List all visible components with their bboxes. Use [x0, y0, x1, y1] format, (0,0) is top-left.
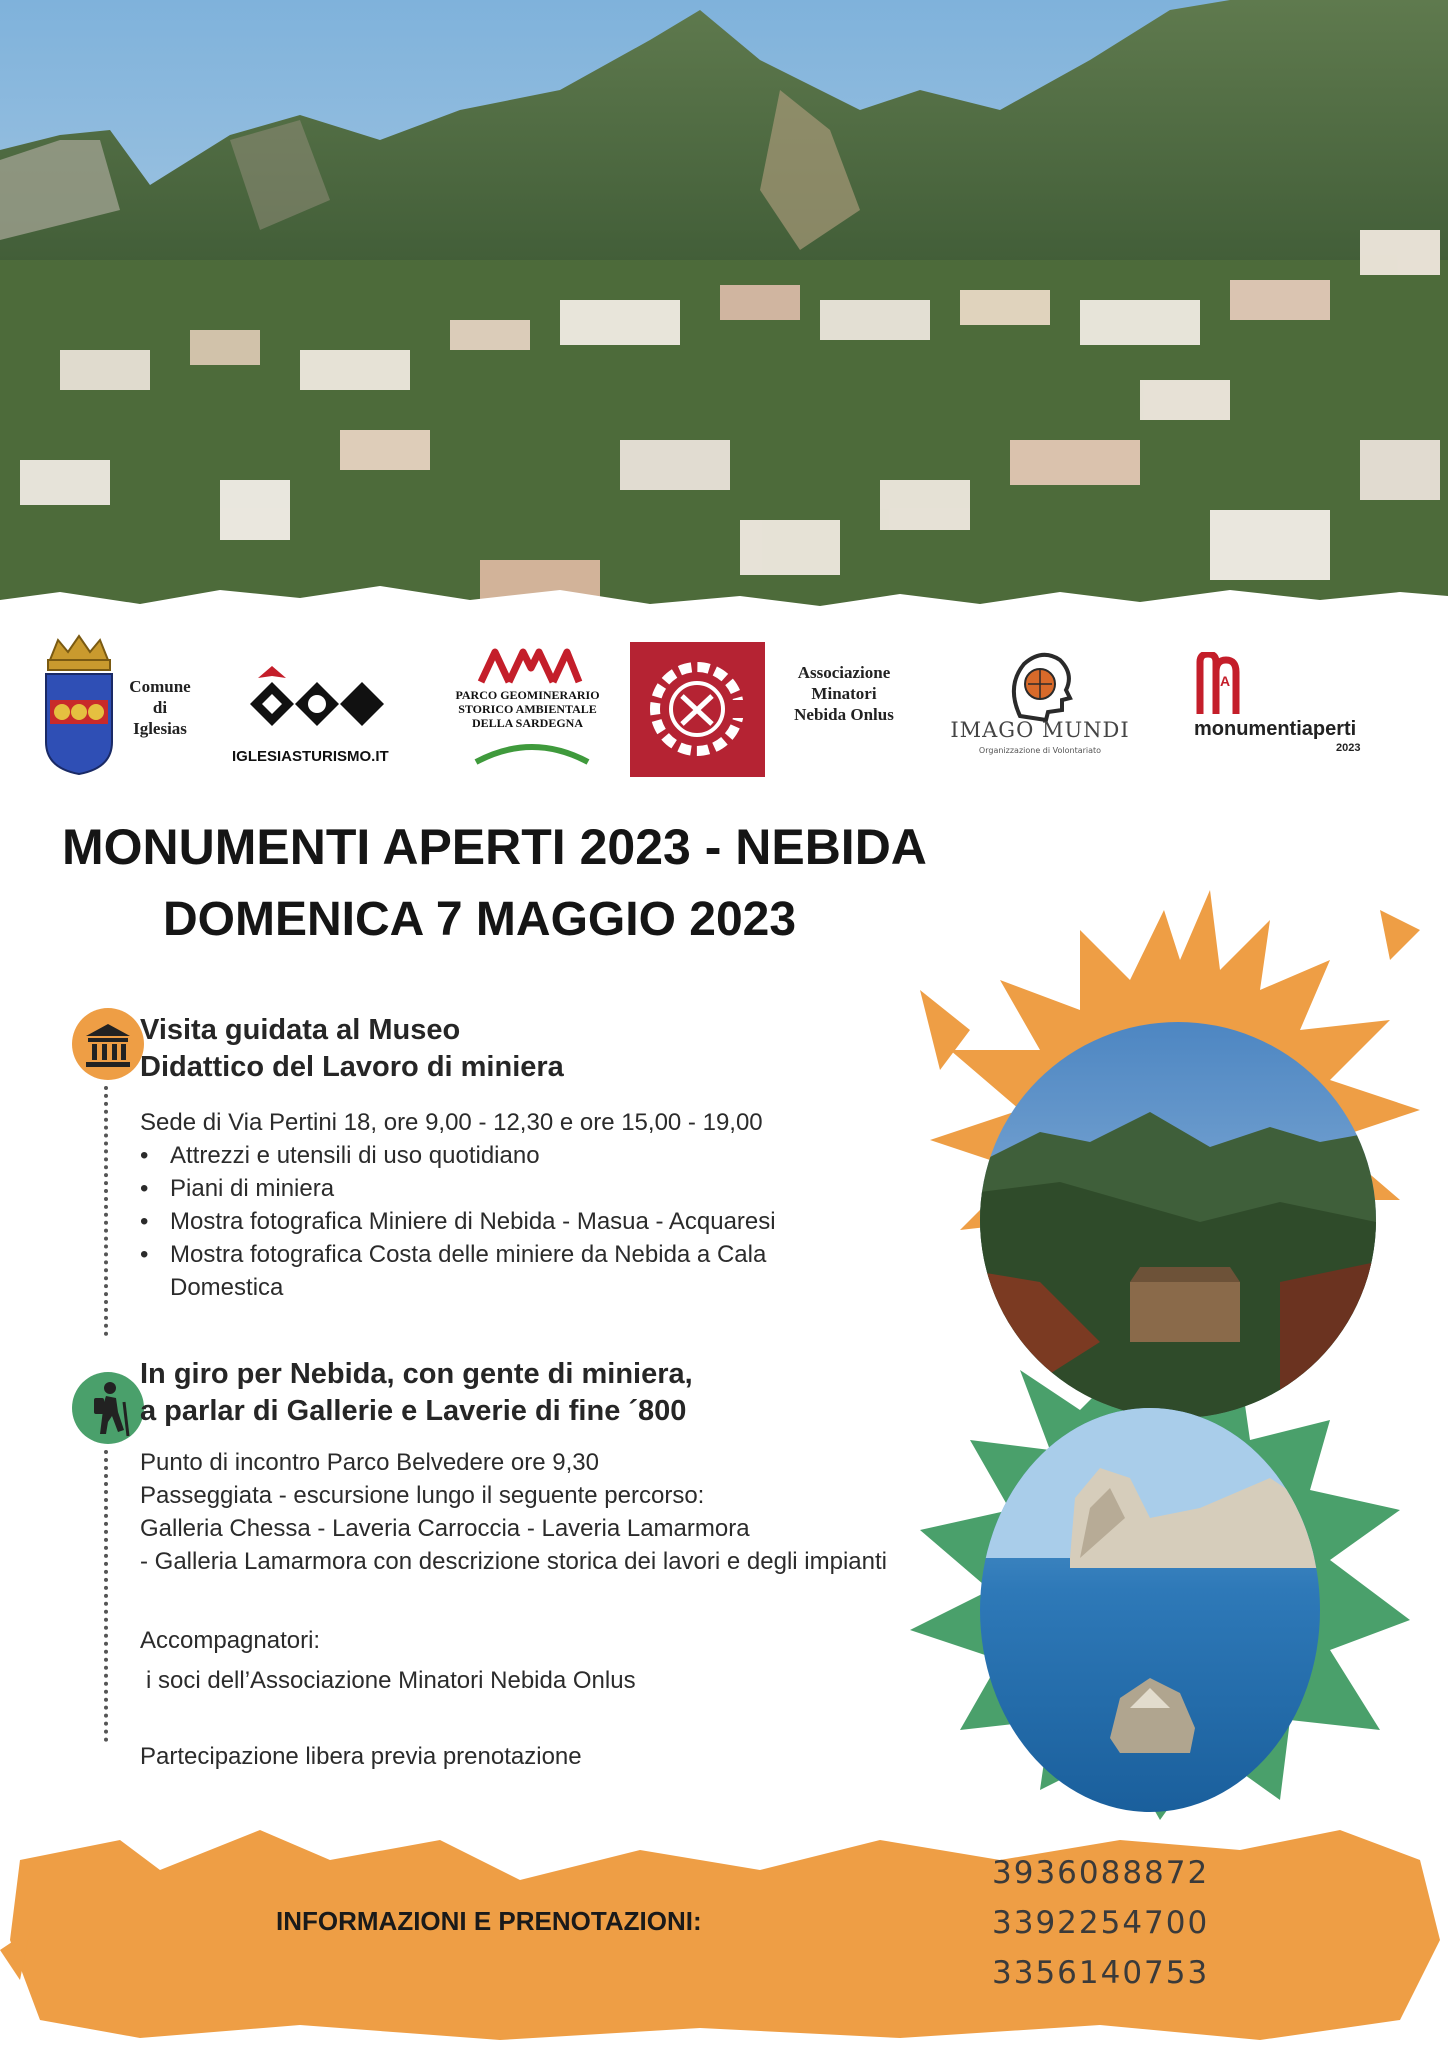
section2-dotted-line — [104, 1450, 108, 1742]
imago-mundi-name: IMAGO MUNDI — [950, 718, 1130, 742]
section2-meeting: Punto di incontro Parco Belvedere ore 9,30 — [140, 1449, 599, 1476]
orange-brush-band — [0, 1820, 1448, 2048]
section1-bullet: • Attrezzi e utensili di uso quotidiano — [170, 1139, 900, 1172]
section2-route-line1: Galleria Chessa - Laveria Carroccia - Laveria Lamarmora — [140, 1515, 750, 1542]
svg-text:A: A — [1220, 673, 1231, 689]
participation-note: Partecipazione libera previa prenotazione — [140, 1743, 582, 1770]
section2-walk: Passeggiata - escursione lungo il seguente percorso: — [140, 1482, 705, 1509]
section1-location: Sede di Via Pertini 18, ore 9,00 - 12,30 e ore 15,00 - 19,00 — [140, 1109, 763, 1136]
monumenti-aperti-name: monumentiaperti — [1194, 718, 1357, 740]
associazione-line3: Nebida Onlus — [794, 705, 894, 724]
imago-mundi-head-icon — [1000, 646, 1080, 726]
iglesias-crest-icon — [40, 632, 118, 778]
parco-geominerario-mark-icon — [475, 646, 585, 686]
parco-line2: STORICO AMBIENTALE — [458, 702, 597, 716]
comune-line1: Comune — [129, 677, 191, 696]
parco-line1: PARCO GEOMINERARIO — [455, 688, 600, 702]
comune-iglesias-label — [118, 676, 202, 739]
section2-guides: i soci dell’Associazione Minatori Nebida Onlus — [146, 1667, 636, 1694]
section2-heading-line2: a parlar di Gallerie e Laverie di fine ´800 — [140, 1395, 687, 1427]
section1-bullet: • Mostra fotografica Miniere di Nebida - Masua - Acquaresi — [170, 1205, 900, 1238]
monumenti-aperti-year: 2023 — [1336, 742, 1361, 754]
comune-line2: di — [152, 698, 168, 717]
phone-list — [992, 1848, 1209, 1998]
section1-body — [140, 1106, 900, 1304]
section1-heading — [140, 1012, 900, 1086]
monumenti-aperti-mark-icon — [1196, 652, 1240, 716]
phone-number: 3356140753 — [992, 1955, 1210, 1991]
section1-bullet-list — [140, 1139, 900, 1304]
hiker-icon-badge — [72, 1372, 144, 1444]
section1-heading-line2: Didattico del Lavoro di miniera — [140, 1051, 564, 1083]
museum-icon — [72, 1008, 144, 1080]
iglesias-turismo-caption: IGLESIASTURISMO.IT — [232, 748, 389, 765]
info-label: INFORMAZIONI E PRENOTAZIONI: — [276, 1906, 702, 1936]
comune-line3: Iglesias — [133, 719, 187, 738]
associazione-minatori-logo-icon — [630, 642, 765, 777]
phone-number: 3392254700 — [992, 1905, 1210, 1941]
section2-heading-line1: In giro per Nebida, con gente di miniera, — [140, 1358, 693, 1390]
section1-bullet: • Mostra fotografica Costa delle miniere da Nebida a Cala Domestica — [170, 1238, 830, 1304]
section2-body — [140, 1446, 900, 1578]
hero-landscape-photo — [0, 0, 1448, 625]
parco-line3: DELLA SARDEGNA — [471, 716, 584, 730]
parco-geominerario-label — [430, 688, 625, 730]
parco-green-arc-icon — [472, 738, 592, 768]
associazione-line1: Associazione — [797, 663, 891, 682]
iglesias-turismo-logo-icon — [232, 664, 402, 750]
hiker-icon — [72, 1372, 144, 1444]
section1-dotted-line — [104, 1086, 108, 1336]
associazione-minatori-label — [778, 662, 910, 725]
section2-guides-label: Accompagnatori: — [140, 1627, 321, 1654]
event-date: DOMENICA 7 MAGGIO 2023 — [163, 893, 797, 946]
associazione-line2: Minatori — [811, 684, 877, 703]
museum-icon-badge — [72, 1008, 144, 1080]
section2-route-line2: - Galleria Lamarmora con descrizione storica dei lavori e degli impianti — [140, 1548, 887, 1575]
imago-mundi-subtitle: Organizzazione di Volontariato — [978, 746, 1102, 755]
section2-heading — [140, 1356, 960, 1430]
section1-heading-line1: Visita guidata al Museo — [140, 1014, 461, 1046]
section1-bullet: • Piani di miniera — [170, 1172, 900, 1205]
phone-number: 3936088872 — [992, 1855, 1210, 1891]
sea-stacks-circle-photo — [980, 1408, 1320, 1813]
main-title: MONUMENTI APERTI 2023 - NEBIDA — [62, 819, 927, 875]
mine-landscape-circle-photo — [980, 1022, 1376, 1418]
